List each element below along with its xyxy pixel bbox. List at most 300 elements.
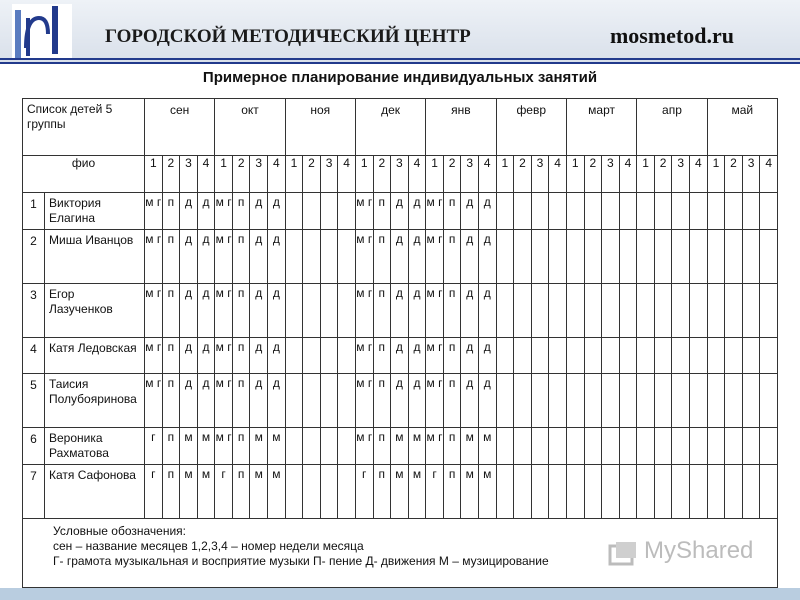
lesson-mark: м г <box>215 193 233 230</box>
week-number: 2 <box>232 156 250 193</box>
lesson-mark: м г <box>426 338 444 374</box>
week-number: 2 <box>443 156 461 193</box>
lesson-mark: д <box>391 338 409 374</box>
lesson-mark <box>707 284 725 338</box>
lesson-mark <box>619 338 637 374</box>
lesson-mark <box>303 374 321 428</box>
lesson-mark <box>690 374 708 428</box>
lesson-mark <box>549 374 567 428</box>
lesson-mark: д <box>250 193 268 230</box>
lesson-mark <box>303 465 321 519</box>
lesson-mark: д <box>197 374 215 428</box>
lesson-mark <box>285 284 303 338</box>
lesson-mark: п <box>373 338 391 374</box>
lesson-mark <box>742 284 760 338</box>
lesson-mark: м г <box>426 193 444 230</box>
student-name: Таисия Полубояринова <box>45 374 145 428</box>
week-number: 4 <box>760 156 778 193</box>
week-number: 4 <box>478 156 496 193</box>
lesson-mark: п <box>162 428 180 465</box>
lesson-mark <box>531 428 549 465</box>
lesson-mark: д <box>268 230 286 284</box>
lesson-mark <box>654 230 672 284</box>
week-number: 3 <box>180 156 198 193</box>
lesson-mark: м <box>461 465 479 519</box>
lesson-mark <box>725 428 743 465</box>
lesson-mark <box>619 230 637 284</box>
bottom-bar <box>0 588 800 600</box>
lesson-mark <box>531 284 549 338</box>
list-header: Список детей 5 группы <box>23 99 145 156</box>
lesson-mark <box>637 374 655 428</box>
lesson-mark <box>690 428 708 465</box>
week-number: 2 <box>654 156 672 193</box>
lesson-mark <box>496 428 514 465</box>
week-number: 1 <box>215 156 233 193</box>
lesson-mark: д <box>408 193 426 230</box>
month-header: май <box>707 99 777 156</box>
week-number: 3 <box>672 156 690 193</box>
row-number: 7 <box>23 465 45 519</box>
lesson-mark <box>602 465 620 519</box>
lesson-mark <box>496 284 514 338</box>
week-number: 4 <box>619 156 637 193</box>
lesson-mark: д <box>250 338 268 374</box>
student-row <box>23 428 778 465</box>
lesson-mark <box>338 284 356 338</box>
lesson-mark <box>637 284 655 338</box>
student-name: Егор Лазученков <box>45 284 145 338</box>
lesson-mark: м г <box>215 374 233 428</box>
row-number: 6 <box>23 428 45 465</box>
lesson-mark <box>654 465 672 519</box>
row-number: 4 <box>23 338 45 374</box>
row-number: 2 <box>23 230 45 284</box>
student-name: Вероника Рахматова <box>45 428 145 465</box>
lesson-mark <box>619 428 637 465</box>
lesson-mark: д <box>268 338 286 374</box>
student-row <box>23 338 778 374</box>
lesson-mark <box>672 230 690 284</box>
lesson-mark <box>584 428 602 465</box>
lesson-mark: п <box>162 374 180 428</box>
row-number: 1 <box>23 193 45 230</box>
lesson-mark <box>760 230 778 284</box>
lesson-mark <box>320 284 338 338</box>
week-number: 1 <box>707 156 725 193</box>
week-number: 1 <box>566 156 584 193</box>
lesson-mark: д <box>391 374 409 428</box>
week-number: 3 <box>531 156 549 193</box>
month-header: дек <box>355 99 425 156</box>
lesson-mark <box>549 230 567 284</box>
lesson-mark <box>584 338 602 374</box>
week-number: 3 <box>391 156 409 193</box>
planning-table <box>22 98 778 588</box>
month-header: февр <box>496 99 566 156</box>
lesson-mark <box>496 374 514 428</box>
lesson-mark <box>602 193 620 230</box>
lesson-mark: д <box>391 284 409 338</box>
lesson-mark <box>672 465 690 519</box>
lesson-mark <box>285 338 303 374</box>
student-row <box>23 193 778 230</box>
lesson-mark <box>619 193 637 230</box>
lesson-mark: м <box>180 428 198 465</box>
lesson-mark: д <box>250 230 268 284</box>
student-name: Миша Иванцов <box>45 230 145 284</box>
lesson-mark: п <box>373 465 391 519</box>
lesson-mark <box>637 465 655 519</box>
lesson-mark: д <box>268 374 286 428</box>
lesson-mark: м г <box>426 428 444 465</box>
lesson-mark <box>690 193 708 230</box>
lesson-mark <box>707 230 725 284</box>
lesson-mark: г <box>145 465 163 519</box>
lesson-mark <box>690 284 708 338</box>
lesson-mark <box>320 193 338 230</box>
student-row <box>23 230 778 284</box>
lesson-mark <box>602 428 620 465</box>
lesson-mark: г <box>355 465 373 519</box>
week-number: 3 <box>461 156 479 193</box>
month-header: апр <box>637 99 707 156</box>
lesson-mark <box>285 465 303 519</box>
week-number: 2 <box>162 156 180 193</box>
lesson-mark <box>654 338 672 374</box>
lesson-mark <box>760 284 778 338</box>
fio-header: фио <box>23 156 145 193</box>
lesson-mark <box>320 465 338 519</box>
lesson-mark <box>566 374 584 428</box>
week-number: 4 <box>549 156 567 193</box>
lesson-mark: м г <box>145 193 163 230</box>
lesson-mark <box>320 374 338 428</box>
lesson-mark <box>725 193 743 230</box>
lesson-mark <box>707 193 725 230</box>
lesson-mark <box>303 338 321 374</box>
lesson-mark: м г <box>426 284 444 338</box>
header-divider <box>0 58 800 60</box>
header-banner <box>0 0 800 62</box>
lesson-mark: д <box>461 374 479 428</box>
week-number: 3 <box>250 156 268 193</box>
lesson-mark <box>760 193 778 230</box>
lesson-mark: д <box>197 338 215 374</box>
lesson-mark: п <box>373 284 391 338</box>
week-number: 2 <box>725 156 743 193</box>
lesson-mark: п <box>373 374 391 428</box>
lesson-mark: м г <box>215 284 233 338</box>
lesson-mark <box>496 193 514 230</box>
lesson-mark: п <box>443 230 461 284</box>
lesson-mark <box>725 465 743 519</box>
lesson-mark <box>584 284 602 338</box>
lesson-mark: д <box>197 230 215 284</box>
lesson-mark <box>637 428 655 465</box>
lesson-mark: д <box>478 374 496 428</box>
legend-line1: сен – название месяцев 1,2,3,4 – номер недели месяца <box>53 539 364 553</box>
week-number: 2 <box>584 156 602 193</box>
lesson-mark: д <box>478 284 496 338</box>
lesson-mark <box>637 230 655 284</box>
legend-line2: Г- грамота музыкальная и восприятие музыки П- пение Д- движения М – музицирование <box>53 554 549 568</box>
lesson-mark <box>672 193 690 230</box>
lesson-mark: п <box>162 230 180 284</box>
week-number: 4 <box>690 156 708 193</box>
lesson-mark <box>742 374 760 428</box>
lesson-mark: м <box>478 465 496 519</box>
lesson-mark: д <box>180 338 198 374</box>
lesson-mark <box>619 465 637 519</box>
lesson-mark <box>654 193 672 230</box>
lesson-mark <box>654 374 672 428</box>
month-header: янв <box>426 99 496 156</box>
lesson-mark: д <box>461 338 479 374</box>
lesson-mark <box>672 428 690 465</box>
lesson-mark: д <box>408 284 426 338</box>
row-number: 5 <box>23 374 45 428</box>
lesson-mark: г <box>426 465 444 519</box>
center-title: ГОРОДСКОЙ МЕТОДИЧЕСКИЙ ЦЕНТР <box>105 26 471 47</box>
lesson-mark <box>285 193 303 230</box>
lesson-mark: д <box>478 338 496 374</box>
week-number: 2 <box>514 156 532 193</box>
lesson-mark <box>338 428 356 465</box>
lesson-mark: п <box>232 230 250 284</box>
lesson-mark <box>725 230 743 284</box>
lesson-mark: п <box>232 284 250 338</box>
lesson-mark <box>285 428 303 465</box>
lesson-mark: п <box>443 428 461 465</box>
lesson-mark: м г <box>215 428 233 465</box>
month-header: сен <box>145 99 215 156</box>
lesson-mark <box>514 230 532 284</box>
lesson-mark: м г <box>145 374 163 428</box>
lesson-mark: м <box>180 465 198 519</box>
lesson-mark <box>531 338 549 374</box>
lesson-mark <box>619 284 637 338</box>
row-number: 3 <box>23 284 45 338</box>
lesson-mark: м г <box>215 230 233 284</box>
lesson-mark: д <box>180 230 198 284</box>
lesson-mark <box>637 193 655 230</box>
lesson-mark <box>549 465 567 519</box>
lesson-mark <box>531 230 549 284</box>
lesson-mark: г <box>215 465 233 519</box>
lesson-mark: п <box>162 193 180 230</box>
lesson-mark <box>602 338 620 374</box>
week-number: 1 <box>145 156 163 193</box>
lesson-mark: м г <box>145 230 163 284</box>
lesson-mark <box>338 465 356 519</box>
lesson-mark: м <box>408 428 426 465</box>
watermark-icon <box>608 540 638 568</box>
lesson-mark <box>303 428 321 465</box>
lesson-mark <box>338 193 356 230</box>
month-header: окт <box>215 99 285 156</box>
legend-title: Условные обозначения: <box>53 524 186 538</box>
lesson-mark: д <box>197 284 215 338</box>
week-number: 2 <box>303 156 321 193</box>
lesson-mark: м <box>408 465 426 519</box>
lesson-mark: м <box>391 465 409 519</box>
week-number: 4 <box>408 156 426 193</box>
lesson-mark: п <box>232 465 250 519</box>
lesson-mark: д <box>391 230 409 284</box>
lesson-mark <box>707 428 725 465</box>
lesson-mark <box>760 374 778 428</box>
lesson-mark: м <box>250 465 268 519</box>
lesson-mark <box>566 193 584 230</box>
lesson-mark: м г <box>355 193 373 230</box>
student-row <box>23 284 778 338</box>
lesson-mark: п <box>373 428 391 465</box>
site-link[interactable]: mosmetod.ru <box>609 23 734 48</box>
lesson-mark <box>303 193 321 230</box>
lesson-mark <box>338 374 356 428</box>
lesson-mark <box>672 284 690 338</box>
student-row <box>23 374 778 428</box>
lesson-mark <box>320 428 338 465</box>
lesson-mark: м <box>478 428 496 465</box>
lesson-mark <box>566 284 584 338</box>
week-number: 1 <box>426 156 444 193</box>
lesson-mark: д <box>478 230 496 284</box>
lesson-mark <box>742 428 760 465</box>
student-row <box>23 465 778 519</box>
lesson-mark: д <box>461 230 479 284</box>
lesson-mark: м <box>197 428 215 465</box>
lesson-mark <box>549 193 567 230</box>
lesson-mark <box>320 338 338 374</box>
week-number: 1 <box>285 156 303 193</box>
header-divider-2 <box>0 62 800 64</box>
lesson-mark: д <box>408 230 426 284</box>
watermark-text: MyShared <box>644 537 754 564</box>
lesson-mark <box>707 374 725 428</box>
month-header: ноя <box>285 99 355 156</box>
lesson-mark: м г <box>355 284 373 338</box>
lesson-mark <box>725 374 743 428</box>
month-header: март <box>566 99 636 156</box>
lesson-mark <box>496 230 514 284</box>
lesson-mark <box>320 230 338 284</box>
lesson-mark: м г <box>215 338 233 374</box>
lesson-mark: п <box>232 374 250 428</box>
week-number: 4 <box>338 156 356 193</box>
lesson-mark <box>707 465 725 519</box>
lesson-mark <box>637 338 655 374</box>
lesson-mark <box>690 230 708 284</box>
lesson-mark <box>760 465 778 519</box>
lesson-mark <box>725 338 743 374</box>
lesson-mark <box>584 465 602 519</box>
lesson-mark: м <box>250 428 268 465</box>
lesson-mark <box>584 230 602 284</box>
lesson-mark <box>285 374 303 428</box>
lesson-mark: м г <box>355 374 373 428</box>
lesson-mark <box>566 230 584 284</box>
lesson-mark: м <box>268 428 286 465</box>
lesson-mark <box>742 230 760 284</box>
lesson-mark: п <box>443 193 461 230</box>
lesson-mark <box>303 284 321 338</box>
lesson-mark <box>514 374 532 428</box>
lesson-mark <box>619 374 637 428</box>
mgmc-logo-icon <box>12 4 72 58</box>
lesson-mark <box>514 284 532 338</box>
lesson-mark <box>742 465 760 519</box>
lesson-mark: п <box>443 374 461 428</box>
lesson-mark <box>602 284 620 338</box>
week-number: 2 <box>373 156 391 193</box>
student-name: Катя Ледовская <box>45 338 145 374</box>
lesson-mark <box>707 338 725 374</box>
lesson-mark <box>514 465 532 519</box>
lesson-mark <box>725 284 743 338</box>
lesson-mark <box>654 428 672 465</box>
lesson-mark <box>672 338 690 374</box>
lesson-mark: п <box>232 338 250 374</box>
lesson-mark <box>566 338 584 374</box>
lesson-mark <box>549 428 567 465</box>
lesson-mark: м <box>197 465 215 519</box>
lesson-mark: м г <box>355 230 373 284</box>
lesson-mark: д <box>180 374 198 428</box>
week-number: 1 <box>637 156 655 193</box>
lesson-mark: м <box>461 428 479 465</box>
lesson-mark: п <box>232 428 250 465</box>
lesson-mark: м г <box>426 374 444 428</box>
week-number: 3 <box>742 156 760 193</box>
lesson-mark <box>690 338 708 374</box>
lesson-mark: д <box>478 193 496 230</box>
lesson-mark <box>531 193 549 230</box>
week-number: 3 <box>602 156 620 193</box>
lesson-mark: д <box>461 284 479 338</box>
lesson-mark <box>531 374 549 428</box>
lesson-mark: д <box>391 193 409 230</box>
lesson-mark: п <box>373 193 391 230</box>
lesson-mark: г <box>145 428 163 465</box>
lesson-mark <box>566 465 584 519</box>
lesson-mark: д <box>197 193 215 230</box>
lesson-mark <box>338 338 356 374</box>
week-number: 4 <box>197 156 215 193</box>
lesson-mark: д <box>268 193 286 230</box>
lesson-mark <box>760 338 778 374</box>
lesson-mark: д <box>180 284 198 338</box>
lesson-mark <box>584 193 602 230</box>
lesson-mark <box>496 338 514 374</box>
lesson-mark <box>672 374 690 428</box>
lesson-mark: п <box>443 284 461 338</box>
lesson-mark: м г <box>355 428 373 465</box>
lesson-mark: п <box>162 465 180 519</box>
lesson-mark <box>690 465 708 519</box>
lesson-mark: д <box>250 374 268 428</box>
lesson-mark <box>742 338 760 374</box>
lesson-mark <box>514 338 532 374</box>
lesson-mark <box>303 230 321 284</box>
lesson-mark: м <box>268 465 286 519</box>
lesson-mark <box>496 465 514 519</box>
lesson-mark <box>285 230 303 284</box>
lesson-mark <box>514 193 532 230</box>
document-title: Примерное планирование индивидуальных занятий <box>202 69 598 86</box>
lesson-mark: п <box>373 230 391 284</box>
